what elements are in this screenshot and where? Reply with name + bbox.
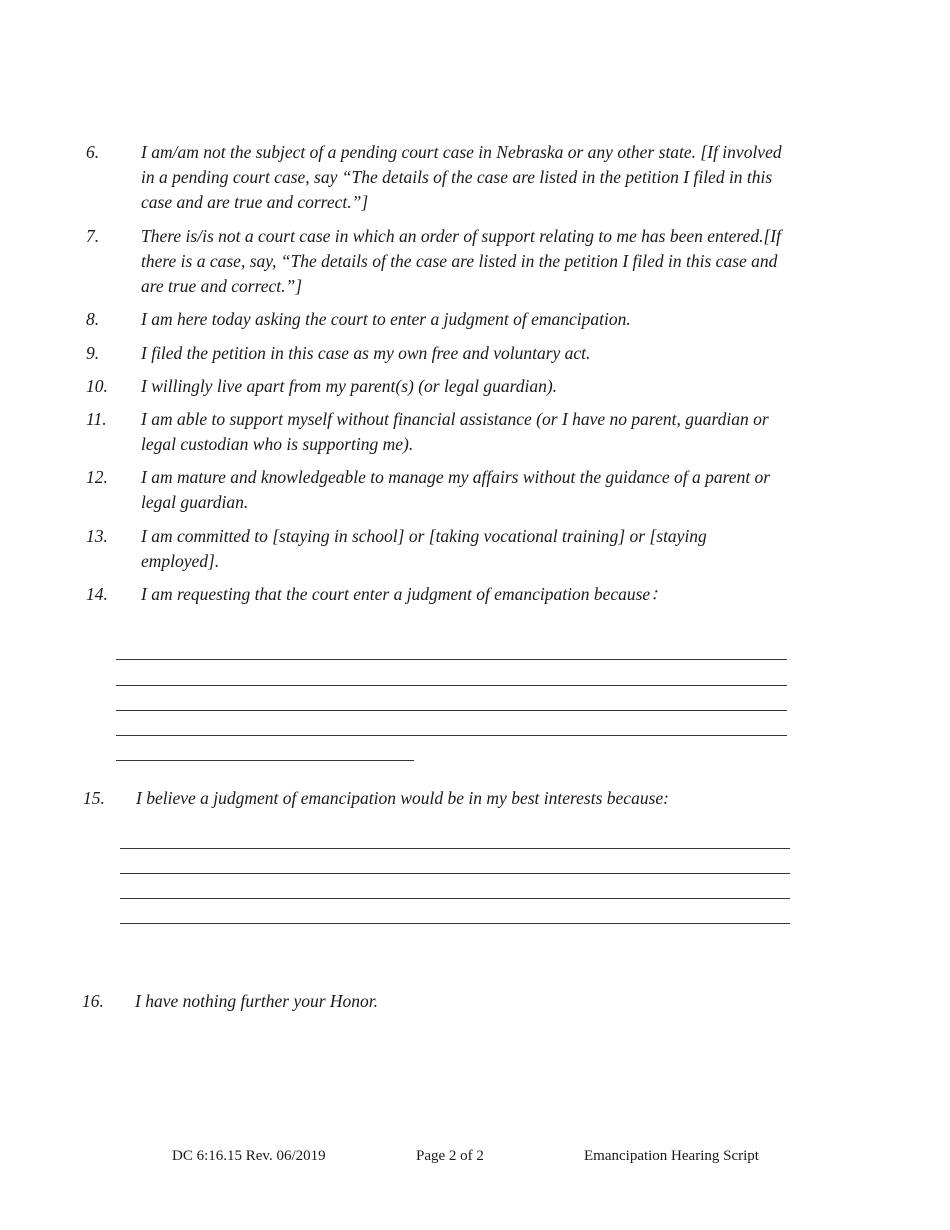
item-number: 10. (86, 376, 108, 396)
footer-document-title: Emancipation Hearing Script (584, 1148, 759, 1164)
item-text: There is/is not a court case in which an order of support relating to me has been entered.[If there is a case, say, “The details of the case are listed in the petition I filed in this case and are true and correct.”] (141, 226, 781, 296)
answer-line[interactable] (116, 659, 787, 660)
answer-line[interactable] (120, 898, 790, 899)
item-number: 16. (82, 991, 104, 1011)
item-text: I am requesting that the court enter a judgment of emancipation because： (141, 584, 668, 604)
item-text: I have nothing further your Honor. (135, 991, 379, 1011)
answer-line[interactable] (116, 685, 787, 686)
item-number: 11. (86, 409, 107, 429)
answer-line[interactable] (116, 735, 787, 736)
item-text: I am/am not the subject of a pending court case in Nebraska or any other state. [If involved in a pending court case, say “The details of the case are listed in the petition I filed in this case and are true and correct.”] (141, 142, 782, 212)
item-number: 9. (86, 343, 100, 363)
item-number: 15. (83, 788, 105, 808)
item-text: I filed the petition in this case as my own free and voluntary act. (141, 343, 591, 363)
item-text: I am mature and knowledgeable to manage my affairs without the guidance of a parent or legal guardian. (141, 467, 771, 512)
item-number: 14. (86, 584, 108, 604)
item-number: 6. (86, 142, 100, 162)
item-text: I believe a judgment of emancipation would be in my best interests because: (136, 788, 669, 808)
item-text: I am committed to [staying in school] or [taking vocational training] or [staying employed]. (141, 526, 707, 571)
item-number: 13. (86, 526, 108, 546)
answer-line[interactable] (120, 873, 790, 874)
item-text: I willingly live apart from my parent(s) (or legal guardian). (141, 376, 558, 396)
footer-form-id: DC 6:16.15 Rev. 06/2019 (172, 1148, 326, 1164)
item-number: 12. (86, 467, 108, 487)
answer-line[interactable] (120, 923, 790, 924)
item-number: 8. (86, 309, 100, 329)
item-text: I am here today asking the court to enter a judgment of emancipation. (141, 309, 631, 329)
item-text: I am able to support myself without financial assistance (or I have no parent, guardian or legal custodian who is supporting me). (141, 409, 769, 454)
answer-line[interactable] (120, 848, 790, 849)
answer-line[interactable] (116, 760, 414, 761)
footer-page-number: Page 2 of 2 (416, 1148, 484, 1164)
answer-line[interactable] (116, 710, 787, 711)
item-number: 7. (86, 226, 100, 246)
